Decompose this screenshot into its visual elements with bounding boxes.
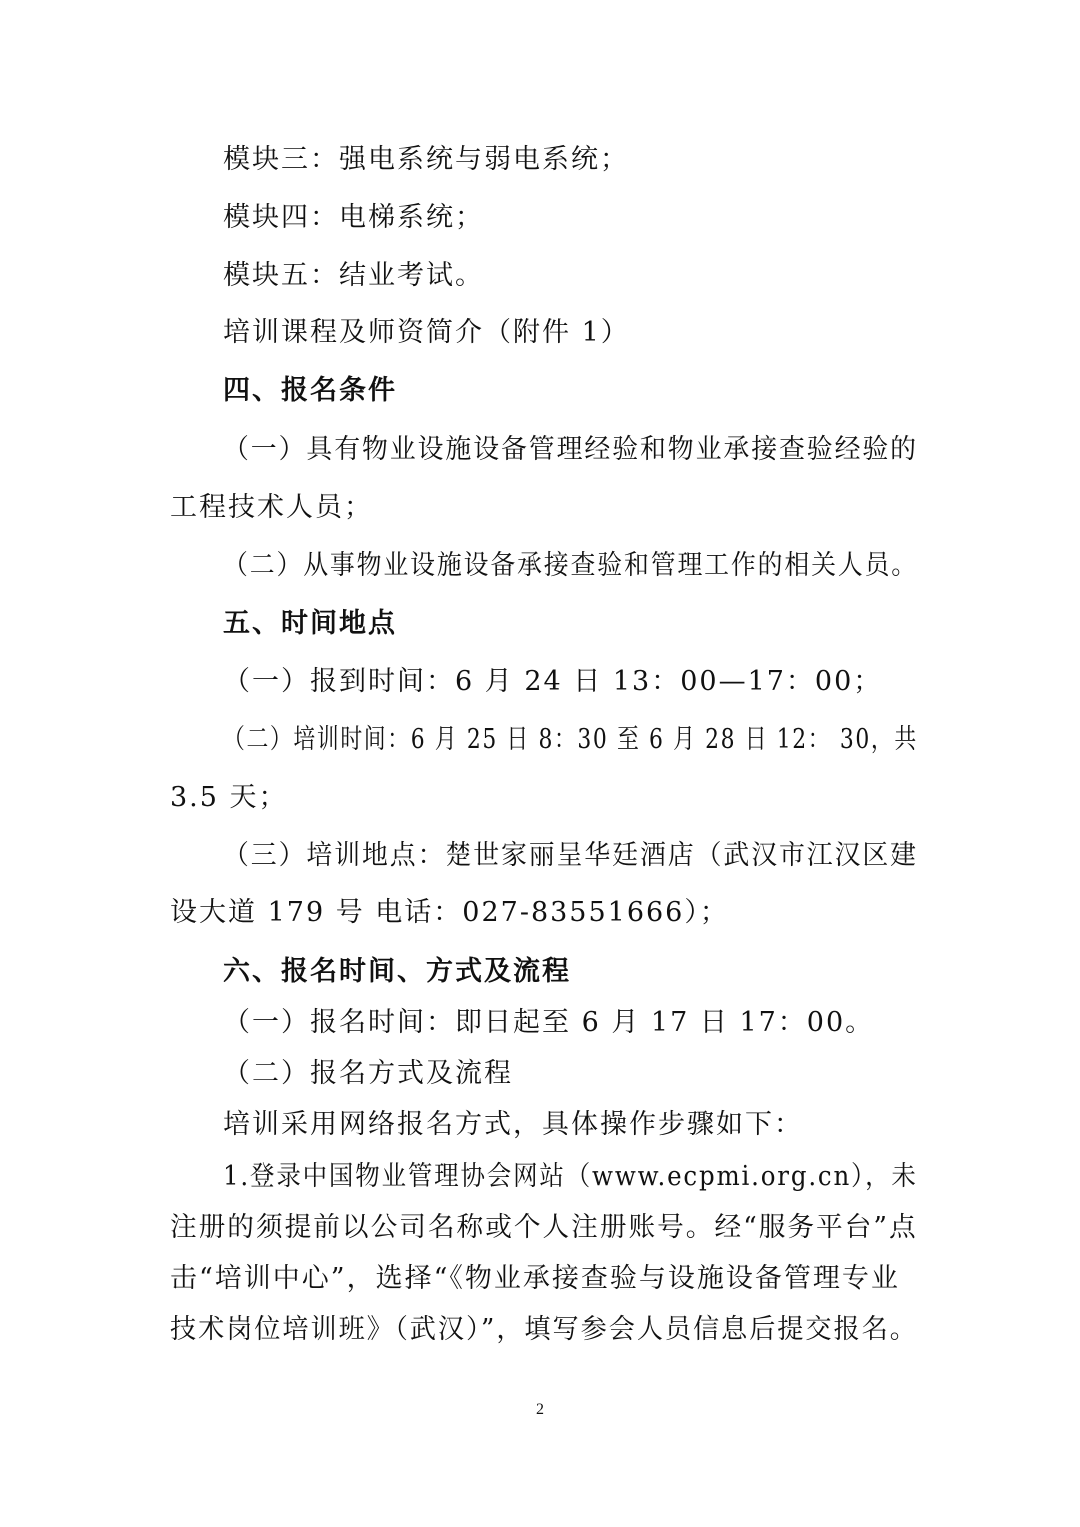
step-1-line-b: 注册的须提前以公司名称或个人注册账号。经“服务平台”点 <box>170 1212 918 1243</box>
module-5-line: 模块五：结业考试。 <box>223 260 484 291</box>
condition-1-line-b: 工程技术人员； <box>170 492 373 523</box>
training-place-line-a: （三）培训地点：楚世家丽呈华廷酒店（武汉市江汉区建 <box>223 840 918 871</box>
registration-time-line: （一）报名时间：即日起至 6 月 17 日 17：00。 <box>223 1007 875 1038</box>
condition-1-line-a: （一）具有物业设施设备管理经验和物业承接查验经验的 <box>223 434 918 465</box>
step-1-line-a: 1.登录中国物业管理协会网站（www.ecpmi.org.cn），未 <box>223 1161 918 1192</box>
check-in-time-line: （一）报到时间：6 月 24 日 13：00—17：00； <box>223 666 883 697</box>
training-time-line-a: （二）培训时间：6 月 25 日 8：30 至 6 月 28 日 12： 30，共 <box>223 724 918 755</box>
curriculum-note: 培训课程及师资简介（附件 1） <box>223 317 630 348</box>
page-number: 2 <box>536 1401 544 1418</box>
step-1-line-d: 技术岗位培训班》（武汉）”，填写参会人员信息后提交报名。 <box>170 1314 918 1345</box>
registration-intro-line: 培训采用网络报名方式，具体操作步骤如下： <box>223 1109 803 1140</box>
section-5-heading: 五、时间地点 <box>223 608 397 639</box>
training-time-line-b: 3.5 天； <box>170 782 288 813</box>
section-4-heading: 四、报名条件 <box>223 375 397 406</box>
step-1-line-c: 击“培训中心”，选择“《物业承接查验与设施设备管理专业 <box>170 1263 900 1294</box>
section-6-heading: 六、报名时间、方式及流程 <box>223 956 571 987</box>
training-place-line-b: 设大道 179 号 电话：027-83551666）； <box>170 897 729 928</box>
module-3-line: 模块三：强电系统与弱电系统； <box>223 144 629 175</box>
condition-2-line: （二）从事物业设施设备承接查验和管理工作的相关人员。 <box>223 550 919 581</box>
registration-method-line: （二）报名方式及流程 <box>223 1058 513 1089</box>
module-4-line: 模块四：电梯系统； <box>223 202 484 233</box>
